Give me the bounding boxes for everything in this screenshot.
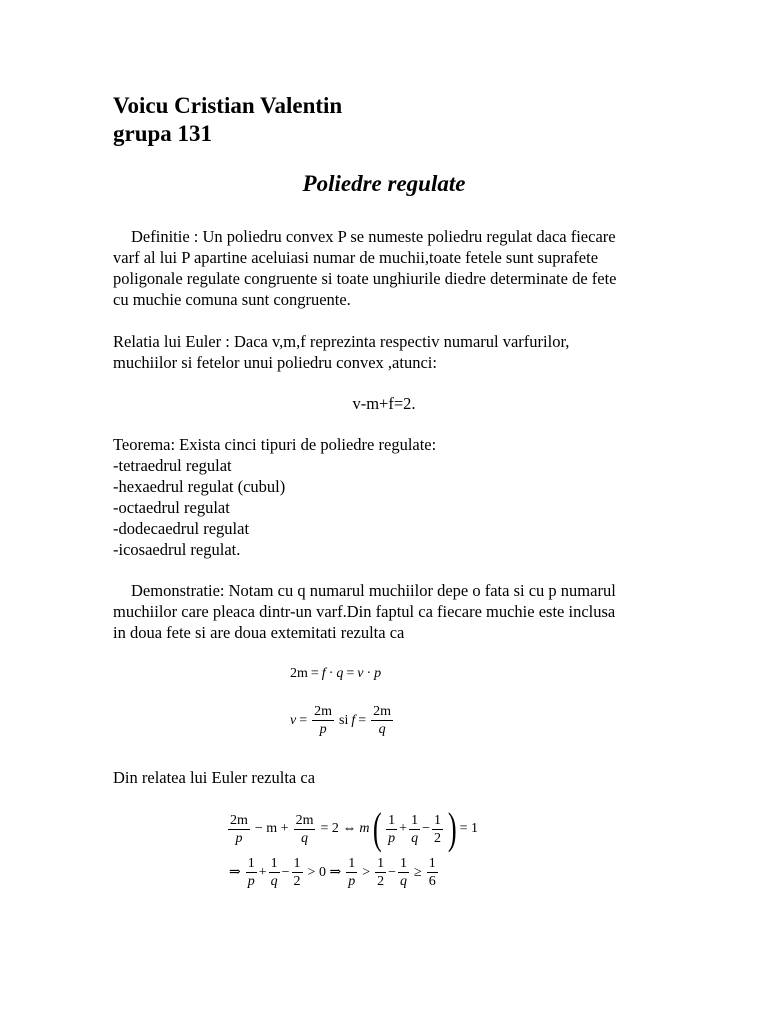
euler-result-text: Din relatea lui Euler rezulta ca — [113, 768, 316, 787]
fraction-numerator: 2m — [314, 704, 333, 719]
eq1-p: p — [374, 666, 382, 681]
euler-line: Relatia lui Euler : Daca v,m,f reprezinta respectiv numarul varfurilor, — [113, 332, 570, 351]
equation-euler-derivation — [226, 804, 479, 853]
theorem-item: -icosaedrul regulat. — [113, 540, 241, 559]
eq2-si: si — [339, 712, 349, 728]
fraction-denominator: 2 — [433, 830, 441, 846]
fraction-denominator: q — [301, 830, 309, 846]
fraction-denominator: p — [388, 830, 396, 846]
eq4-minus: − — [388, 864, 396, 880]
fraction-denominator: p — [247, 874, 255, 889]
fraction-denominator: q — [400, 874, 407, 889]
fraction-1-over-p — [346, 855, 357, 890]
author-name: Voicu Cristian Valentin — [113, 93, 343, 118]
fraction-denominator: 2 — [377, 874, 385, 889]
euler-paragraph — [113, 331, 569, 373]
eq4-minus: − — [281, 864, 290, 880]
euler-line: muchiilor si fetelor unui poliedru convex ,atunci: — [113, 353, 437, 372]
eq4-geq: ≥ — [414, 864, 422, 880]
theorem-item: -tetraedrul regulat — [113, 456, 232, 475]
fraction-numerator: 2m — [295, 812, 314, 828]
fraction-numerator: 1 — [388, 812, 396, 828]
euler-formula: v-m+f=2. — [352, 394, 416, 413]
eq3-m: m — [359, 821, 370, 836]
eq4-plus: + — [258, 864, 267, 880]
theorem-item: -hexaedrul regulat (cubul) — [113, 477, 286, 496]
fraction-numerator: 1 — [400, 856, 407, 871]
eq1-f: f — [321, 666, 326, 681]
eq2-f: f — [351, 712, 356, 728]
definition-line: poligonale regulate congruente si toate unghiurile diedre determinate de fete — [113, 269, 617, 288]
eq1-equals: = — [310, 666, 319, 681]
fraction-numerator: 1 — [433, 812, 441, 828]
fraction-numerator: 1 — [428, 856, 436, 871]
eq2-equals: = — [299, 712, 308, 728]
fraction-2m-over-q — [294, 812, 316, 847]
definition-line: Definitie : Un poliedru convex P se numeste poliedru regulat daca fiecare — [131, 227, 616, 246]
eq1-dot: · — [366, 666, 372, 681]
demonstration-line: muchiilor care pleaca dintr-un varf.Din faptul ca fiecare muchie este inclusa — [113, 602, 616, 621]
fraction-numerator: 1 — [270, 856, 278, 871]
fraction-1-over-p — [386, 812, 397, 847]
author-block — [113, 92, 342, 148]
fraction-numerator: 1 — [411, 812, 419, 828]
fraction-1-over-q — [269, 855, 280, 890]
fraction-numerator: 1 — [377, 856, 385, 871]
definition-paragraph — [113, 226, 617, 310]
eq1-v: v — [357, 666, 364, 681]
eq4-implies: ⇒ — [229, 865, 241, 880]
demonstration-line: in doua fete si are doua extemitati rezulta ca — [113, 623, 405, 642]
right-paren: ) — [447, 804, 457, 853]
eq3-equals-1: = 1 — [459, 821, 479, 836]
fraction-denominator: 2 — [293, 874, 301, 889]
fraction-1-over-2 — [432, 812, 443, 847]
eq2-v: v — [290, 712, 297, 728]
fraction-denominator: q — [411, 830, 419, 846]
fraction-numerator: 2m — [230, 812, 248, 828]
equation-v-f — [290, 703, 395, 738]
theorem-item: -dodecaedrul regulat — [113, 519, 250, 538]
fraction-1-over-2 — [292, 855, 303, 890]
fraction-numerator: 1 — [293, 856, 301, 871]
fraction-numerator: 2m — [373, 704, 392, 719]
fraction-2m-over-q — [371, 703, 393, 738]
eq3-minus-m-plus: − m + — [254, 821, 289, 836]
fraction-1-over-6 — [427, 855, 438, 890]
document-title: Poliedre regulate — [302, 171, 466, 196]
fraction-2m-over-p — [312, 703, 334, 738]
fraction-numerator: 1 — [247, 856, 255, 871]
author-group: grupa 131 — [113, 121, 213, 146]
fraction-denominator: 6 — [428, 874, 436, 889]
fraction-1-over-2 — [375, 855, 386, 890]
theorem-paragraph — [113, 434, 436, 560]
eq1-dot: · — [328, 666, 334, 681]
eq3-plus: + — [399, 821, 408, 836]
fraction-1-over-q — [398, 855, 409, 890]
left-paren: ( — [372, 804, 382, 853]
eq1-q: q — [336, 666, 344, 681]
definition-line: cu muchie comuna sunt congruente. — [113, 290, 351, 309]
fraction-1-over-p — [246, 855, 257, 890]
equation-edges-count — [290, 666, 381, 682]
theorem-line: Teorema: Exista cinci tipuri de poliedre regulate: — [113, 435, 437, 454]
fraction-denominator: p — [235, 830, 243, 846]
fraction-denominator: p — [319, 722, 327, 737]
eq1-lhs: 2m — [290, 666, 308, 681]
theorem-item: -octaedrul regulat — [113, 498, 230, 517]
fraction-denominator: q — [378, 722, 386, 737]
fraction-2m-over-p — [228, 812, 250, 847]
eq3-equals-2-iff: = 2 ⇔ — [320, 821, 357, 836]
eq4-gt-zero-implies: > 0 ⇒ — [307, 865, 342, 880]
fraction-numerator: 1 — [348, 856, 356, 871]
fraction-denominator: q — [270, 874, 278, 889]
demonstration-line: Demonstratie: Notam cu q numarul muchiilor depe o fata si cu p numarul — [131, 581, 616, 600]
fraction-1-over-q — [409, 812, 420, 847]
fraction-denominator: p — [348, 874, 356, 889]
eq4-gt: > — [362, 864, 371, 880]
eq3-minus: − — [422, 821, 430, 836]
definition-line: varf al lui P apartine aceluiasi numar de muchii,toate fetele sunt suprafete — [113, 248, 599, 267]
eq2-equals: = — [358, 712, 367, 728]
demonstration-paragraph — [113, 580, 616, 643]
eq1-equals: = — [346, 666, 355, 681]
equation-inequality — [226, 855, 440, 890]
